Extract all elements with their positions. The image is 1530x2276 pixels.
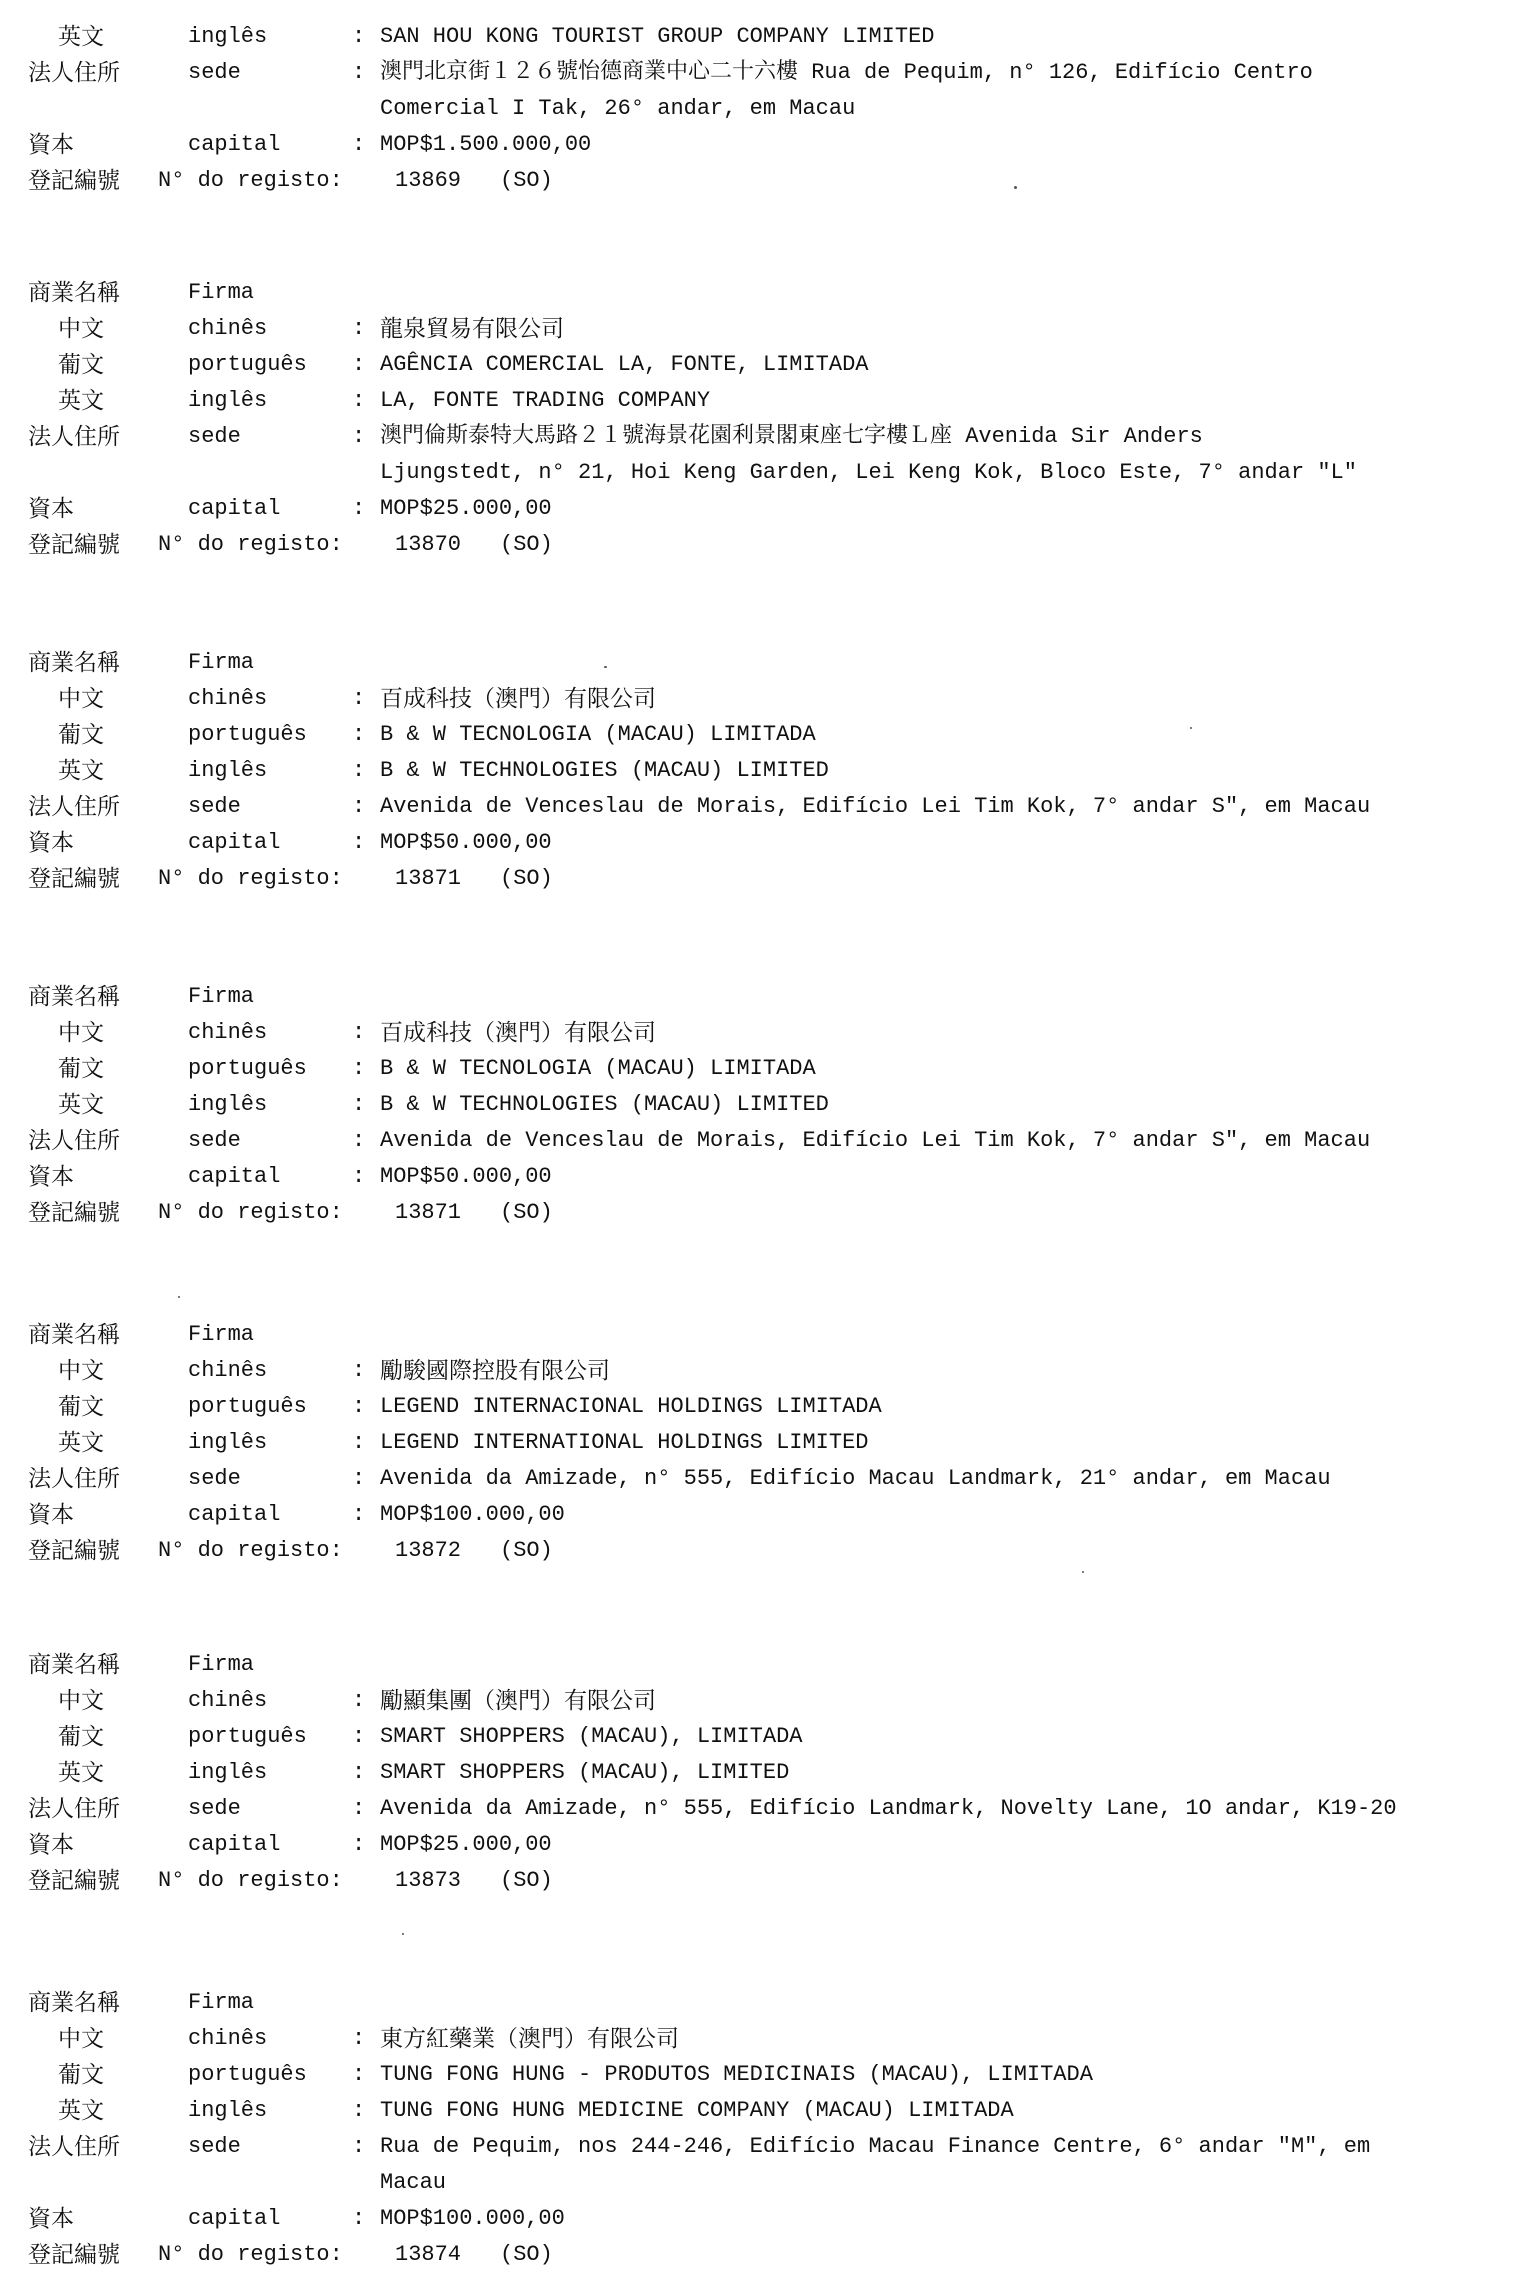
registo-label-zh: 登記編號 — [28, 168, 120, 194]
ingles-label-zh: 英文 — [58, 1430, 104, 1456]
colon: : — [352, 1832, 366, 1857]
firma-label-zh: 商業名稱 — [28, 984, 120, 1010]
chines-value: 東方紅藥業（澳門）有限公司 — [380, 2026, 679, 2052]
colon: : — [352, 722, 366, 747]
colon: : — [352, 388, 366, 413]
portugues-value: LEGEND INTERNACIONAL HOLDINGS LIMITADA — [380, 1394, 882, 1419]
registo-label-zh: 登記編號 — [28, 1200, 120, 1226]
sede-label-pt: sede — [188, 2134, 241, 2159]
ingles-label-zh: 英文 — [58, 1760, 104, 1786]
registo-code: (SO) — [500, 1200, 553, 1225]
sede-label-zh: 法人住所 — [28, 1796, 120, 1822]
sede-label-zh: 法人住所 — [28, 2134, 120, 2160]
sede-value: Avenida de Venceslau de Morais, Edifício Lei Tim Kok, 7° andar S", em Macau — [380, 794, 1371, 819]
firma-label-pt: Firma — [188, 280, 255, 305]
registo-label-pt: N° do registo: — [158, 168, 343, 193]
portugues-value: TUNG FONG HUNG - PRODUTOS MEDICINAIS (MACAU), LIMITADA — [380, 2062, 1093, 2087]
colon: : — [352, 1358, 366, 1383]
capital-label-zh: 資本 — [28, 132, 74, 158]
colon: : — [352, 830, 366, 855]
sede-value: Avenida da Amizade, n° 555, Edifício Macau Landmark, 21° andar, em Macau — [380, 1466, 1331, 1491]
registo-label-zh: 登記編號 — [28, 2242, 120, 2268]
colon: : — [352, 2134, 366, 2159]
chines-value: 百成科技（澳門）有限公司 — [380, 1020, 656, 1046]
firma-label-zh: 商業名稱 — [28, 1322, 120, 1348]
capital-label-zh: 資本 — [28, 1502, 74, 1528]
chines-value: 百成科技（澳門）有限公司 — [380, 686, 656, 712]
sede-value: Avenida de Venceslau de Morais, Edifício Lei Tim Kok, 7° andar S", em Macau — [380, 1128, 1371, 1153]
sede-label-pt: sede — [188, 424, 241, 449]
colon: : — [352, 1092, 366, 1117]
registo-number: 13870 — [395, 532, 462, 557]
sede-label-pt: sede — [188, 1466, 241, 1491]
sede-label-pt: sede — [188, 794, 241, 819]
portugues-label-pt: português — [188, 352, 307, 377]
portugues-label-pt: português — [188, 2062, 307, 2087]
ingles-label-zh: 英文 — [58, 2098, 104, 2124]
firma-label-zh: 商業名稱 — [28, 650, 120, 676]
chines-label-pt: chinês — [188, 2026, 268, 2051]
registo-number: 13872 — [395, 1538, 462, 1563]
capital-label-zh: 資本 — [28, 1164, 74, 1190]
sede-value-continued: Ljungstedt, n° 21, Hoi Keng Garden, Lei Keng Kok, Bloco Este, 7° andar "L" — [380, 460, 1357, 485]
colon: : — [352, 2062, 366, 2087]
colon: : — [352, 1430, 366, 1455]
portugues-label-pt: português — [188, 1394, 307, 1419]
ingles-label-zh: 英文 — [58, 24, 104, 50]
registo-code: (SO) — [500, 168, 553, 193]
portugues-label-zh: 葡文 — [58, 2062, 104, 2088]
scan-speck — [402, 1933, 404, 1935]
ingles-label-zh: 英文 — [58, 758, 104, 784]
capital-value: MOP$25.000,00 — [380, 1832, 552, 1857]
registo-number: 13871 — [395, 866, 462, 891]
ingles-label-pt: inglês — [188, 1430, 268, 1455]
colon: : — [352, 1020, 366, 1045]
capital-value: MOP$100.000,00 — [380, 2206, 565, 2231]
colon: : — [352, 1056, 366, 1081]
capital-label-zh: 資本 — [28, 496, 74, 522]
registo-label-zh: 登記編號 — [28, 1538, 120, 1564]
colon: : — [352, 1164, 366, 1189]
registo-code: (SO) — [500, 1538, 553, 1563]
colon: : — [352, 1128, 366, 1153]
scan-speck — [1014, 186, 1017, 189]
colon: : — [352, 316, 366, 341]
firma-label-pt: Firma — [188, 650, 255, 675]
sede-value: Avenida da Amizade, n° 555, Edifício Landmark, Novelty Lane, 1O andar, K19-20 — [380, 1796, 1397, 1821]
capital-label-pt: capital — [188, 1832, 281, 1857]
colon: : — [352, 2026, 366, 2051]
registo-label-zh: 登記編號 — [28, 1868, 120, 1894]
colon: : — [352, 686, 366, 711]
chines-value: 勵駿國際控股有限公司 — [380, 1358, 610, 1384]
capital-label-zh: 資本 — [28, 2206, 74, 2232]
portugues-label-pt: português — [188, 722, 307, 747]
colon: : — [352, 132, 366, 157]
capital-value: MOP$50.000,00 — [380, 830, 552, 855]
sede-label-zh: 法人住所 — [28, 794, 120, 820]
portugues-value: SMART SHOPPERS (MACAU), LIMITADA — [380, 1724, 803, 1749]
sede-value: Rua de Pequim, nos 244-246, Edifício Macau Finance Centre, 6° andar "M", em — [380, 2134, 1371, 2159]
registo-label-pt: N° do registo: — [158, 1538, 343, 1563]
capital-label-pt: capital — [188, 496, 281, 521]
portugues-value: AGÊNCIA COMERCIAL LA, FONTE, LIMITADA — [380, 352, 869, 377]
registo-number: 13871 — [395, 1200, 462, 1225]
registo-label-pt: N° do registo: — [158, 2242, 343, 2267]
portugues-value: B & W TECNOLOGIA (MACAU) LIMITADA — [380, 1056, 816, 1081]
portugues-value: B & W TECNOLOGIA (MACAU) LIMITADA — [380, 722, 816, 747]
ingles-value: SAN HOU KONG TOURIST GROUP COMPANY LIMITED — [380, 24, 935, 49]
chines-label-pt: chinês — [188, 1020, 268, 1045]
registo-label-pt: N° do registo: — [158, 1868, 343, 1893]
ingles-label-pt: inglês — [188, 2098, 268, 2123]
ingles-label-zh: 英文 — [58, 1092, 104, 1118]
registo-label-zh: 登記編號 — [28, 532, 120, 558]
portugues-label-zh: 葡文 — [58, 1724, 104, 1750]
scan-speck — [1082, 1571, 1084, 1573]
portugues-label-zh: 葡文 — [58, 722, 104, 748]
colon: : — [352, 1760, 366, 1785]
firma-label-zh: 商業名稱 — [28, 1652, 120, 1678]
sede-value: 澳門北京街１２６號怡德商業中心二十六樓 Rua de Pequim, n° 126, Edifício Centro — [380, 60, 1313, 85]
colon: : — [352, 1502, 366, 1527]
capital-value: MOP$100.000,00 — [380, 1502, 565, 1527]
ingles-label-zh: 英文 — [58, 388, 104, 414]
capital-label-zh: 資本 — [28, 1832, 74, 1858]
capital-label-zh: 資本 — [28, 830, 74, 856]
capital-value: MOP$25.000,00 — [380, 496, 552, 521]
chines-value: 勵顯集團（澳門）有限公司 — [380, 1688, 656, 1714]
chines-label-pt: chinês — [188, 1358, 268, 1383]
capital-value: MOP$50.000,00 — [380, 1164, 552, 1189]
chines-value: 龍泉貿易有限公司 — [380, 316, 564, 342]
firma-label-zh: 商業名稱 — [28, 280, 120, 306]
sede-value-continued: Comercial I Tak, 26° andar, em Macau — [380, 96, 856, 121]
ingles-value: TUNG FONG HUNG MEDICINE COMPANY (MACAU) LIMITADA — [380, 2098, 1014, 2123]
portugues-label-pt: português — [188, 1056, 307, 1081]
firma-label-pt: Firma — [188, 1652, 255, 1677]
registo-label-pt: N° do registo: — [158, 1200, 343, 1225]
chines-label-zh: 中文 — [58, 1020, 104, 1046]
colon: : — [352, 1394, 366, 1419]
capital-label-pt: capital — [188, 830, 281, 855]
colon: : — [352, 1688, 366, 1713]
colon: : — [352, 352, 366, 377]
registo-number: 13873 — [395, 1868, 462, 1893]
registo-label-zh: 登記編號 — [28, 866, 120, 892]
registo-code: (SO) — [500, 1868, 553, 1893]
registo-code: (SO) — [500, 866, 553, 891]
colon: : — [352, 60, 366, 85]
chines-label-zh: 中文 — [58, 2026, 104, 2052]
sede-value: 澳門倫斯泰特大馬路２１號海景花園利景閣東座七字樓Ｌ座 Avenida Sir Anders — [380, 424, 1203, 449]
chines-label-zh: 中文 — [58, 1358, 104, 1384]
scan-speck — [604, 666, 607, 668]
chines-label-zh: 中文 — [58, 316, 104, 342]
chines-label-pt: chinês — [188, 686, 268, 711]
firma-label-pt: Firma — [188, 1322, 255, 1347]
colon: : — [352, 496, 366, 521]
capital-value: MOP$1.500.000,00 — [380, 132, 592, 157]
scan-speck — [178, 1296, 180, 1298]
capital-label-pt: capital — [188, 132, 281, 157]
portugues-label-zh: 葡文 — [58, 352, 104, 378]
sede-label-pt: sede — [188, 1796, 241, 1821]
firma-label-pt: Firma — [188, 1990, 255, 2015]
sede-label-zh: 法人住所 — [28, 1466, 120, 1492]
ingles-label-pt: inglês — [188, 24, 268, 49]
registo-number: 13869 — [395, 168, 462, 193]
firma-label-zh: 商業名稱 — [28, 1990, 120, 2016]
ingles-label-pt: inglês — [188, 1092, 268, 1117]
firma-label-pt: Firma — [188, 984, 255, 1009]
colon: : — [352, 24, 366, 49]
chines-label-pt: chinês — [188, 316, 268, 341]
ingles-label-pt: inglês — [188, 758, 268, 783]
capital-label-pt: capital — [188, 2206, 281, 2231]
registo-label-pt: N° do registo: — [158, 532, 343, 557]
ingles-label-pt: inglês — [188, 1760, 268, 1785]
chines-label-zh: 中文 — [58, 1688, 104, 1714]
ingles-value: LA, FONTE TRADING COMPANY — [380, 388, 711, 413]
colon: : — [352, 758, 366, 783]
colon: : — [352, 2098, 366, 2123]
colon: : — [352, 794, 366, 819]
sede-label-pt: sede — [188, 1128, 241, 1153]
portugues-label-zh: 葡文 — [58, 1056, 104, 1082]
capital-label-pt: capital — [188, 1502, 281, 1527]
sede-label-zh: 法人住所 — [28, 424, 120, 450]
ingles-value: LEGEND INTERNATIONAL HOLDINGS LIMITED — [380, 1430, 869, 1455]
chines-label-pt: chinês — [188, 1688, 268, 1713]
portugues-label-zh: 葡文 — [58, 1394, 104, 1420]
colon: : — [352, 2206, 366, 2231]
registo-code: (SO) — [500, 532, 553, 557]
colon: : — [352, 424, 366, 449]
colon: : — [352, 1796, 366, 1821]
sede-label-pt: sede — [188, 60, 241, 85]
registo-number: 13874 — [395, 2242, 462, 2267]
scan-speck — [1190, 727, 1192, 729]
registo-code: (SO) — [500, 2242, 553, 2267]
ingles-label-pt: inglês — [188, 388, 268, 413]
ingles-value: SMART SHOPPERS (MACAU), LIMITED — [380, 1760, 790, 1785]
colon: : — [352, 1724, 366, 1749]
capital-label-pt: capital — [188, 1164, 281, 1189]
ingles-value: B & W TECHNOLOGIES (MACAU) LIMITED — [380, 758, 829, 783]
colon: : — [352, 1466, 366, 1491]
registo-label-pt: N° do registo: — [158, 866, 343, 891]
ingles-value: B & W TECHNOLOGIES (MACAU) LIMITED — [380, 1092, 829, 1117]
sede-label-zh: 法人住所 — [28, 1128, 120, 1154]
sede-label-zh: 法人住所 — [28, 60, 120, 86]
portugues-label-pt: português — [188, 1724, 307, 1749]
chines-label-zh: 中文 — [58, 686, 104, 712]
sede-value-continued: Macau — [380, 2170, 447, 2195]
